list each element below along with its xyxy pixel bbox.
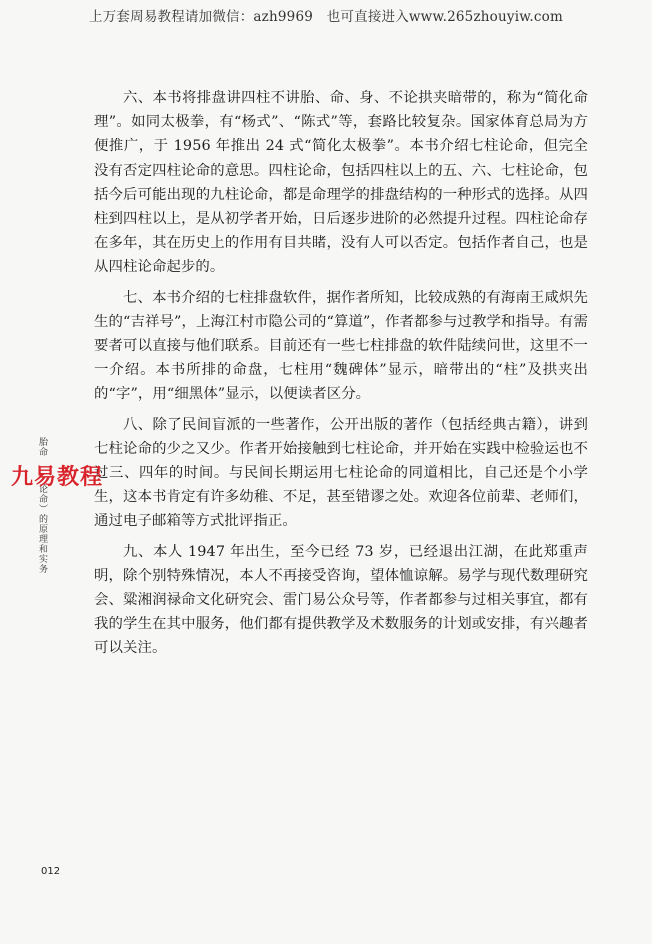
paragraph-9: 九、本人 1947 年出生，至今已经 73 岁，已经退出江湖，在此郑重声明，除个别特殊情况，本人不再接受咨询，望体恤谅解。易学与现代数理研究会、粱湘润禄命文化研究会、雷门易公众号等，作者都参与过相关事宜，都有我的学生在其中服务，他们都有提供教学及术数服务的计划或安排，有兴趣者可以关注。 [94, 543, 588, 657]
watermark-logo: 九易教程 [11, 465, 104, 490]
paragraph-6: 六、本书将排盘讲四柱不讲胎、命、身、不论拱夹暗带的，称为“简化命理”。如同太极拳，有“杨式”、“陈式”等，套路比较复杂。国家体育总局为方便推广，于 1956 年推出 24 式“简化太极拳”。本书介绍七柱论命，但完全没有否定四柱论命的意思。四柱论命，包括四柱以上的五、六、七柱论命，包括今后可能出现的九柱论命，都是命理学的排盘结构的一种形式的选择。从四柱到四柱以上，是从初学者开始，日后逐步进阶的必然提升过程。四柱论命存在多年，其在历史上的作用有目共睹，没有人可以否定。包括作者自己，也是从四柱论命起步的。 [94, 90, 588, 276]
body-text [94, 86, 588, 667]
page-number: 012 [41, 866, 61, 877]
side-running-title-part2: 论命）的原理和实务 [37, 484, 47, 574]
side-running-title-part1: 胎命 [37, 437, 47, 457]
header-banner: 上万套周易教程请加微信：azh9969 也可直接进入www.265zhouyiw.com [89, 9, 563, 25]
paragraph-8: 八、除了民间盲派的一些著作，公开出版的著作（包括经典古籍），讲到七柱论命的少之又少。作者开始接触到七柱论命，并开始在实践中检验运也不过三、四年的时间。与民间长期运用七柱论命的同道相比，自己还是个小学生，这本书肯定有许多幼稚、不足，甚至错谬之处。欢迎各位前辈、老师们，通过电子邮箱等方式批评指正。 [94, 416, 588, 530]
paragraph-7: 七、本书介绍的七柱排盘软件，据作者所知，比较成熟的有海南王咸炽先生的“吉祥号”，上海江村市隐公司的“算道”，作者都参与过教学和指导。有需要者可以直接与他们联系。目前还有一些七柱排盘的软件陆续问世，这里不一一介绍。本书所排的命盘，七柱用“魏碑体”显示，暗带出的“柱”及拱夹出的“字”，用“细黑体”显示，以便读者区分。 [94, 289, 588, 403]
